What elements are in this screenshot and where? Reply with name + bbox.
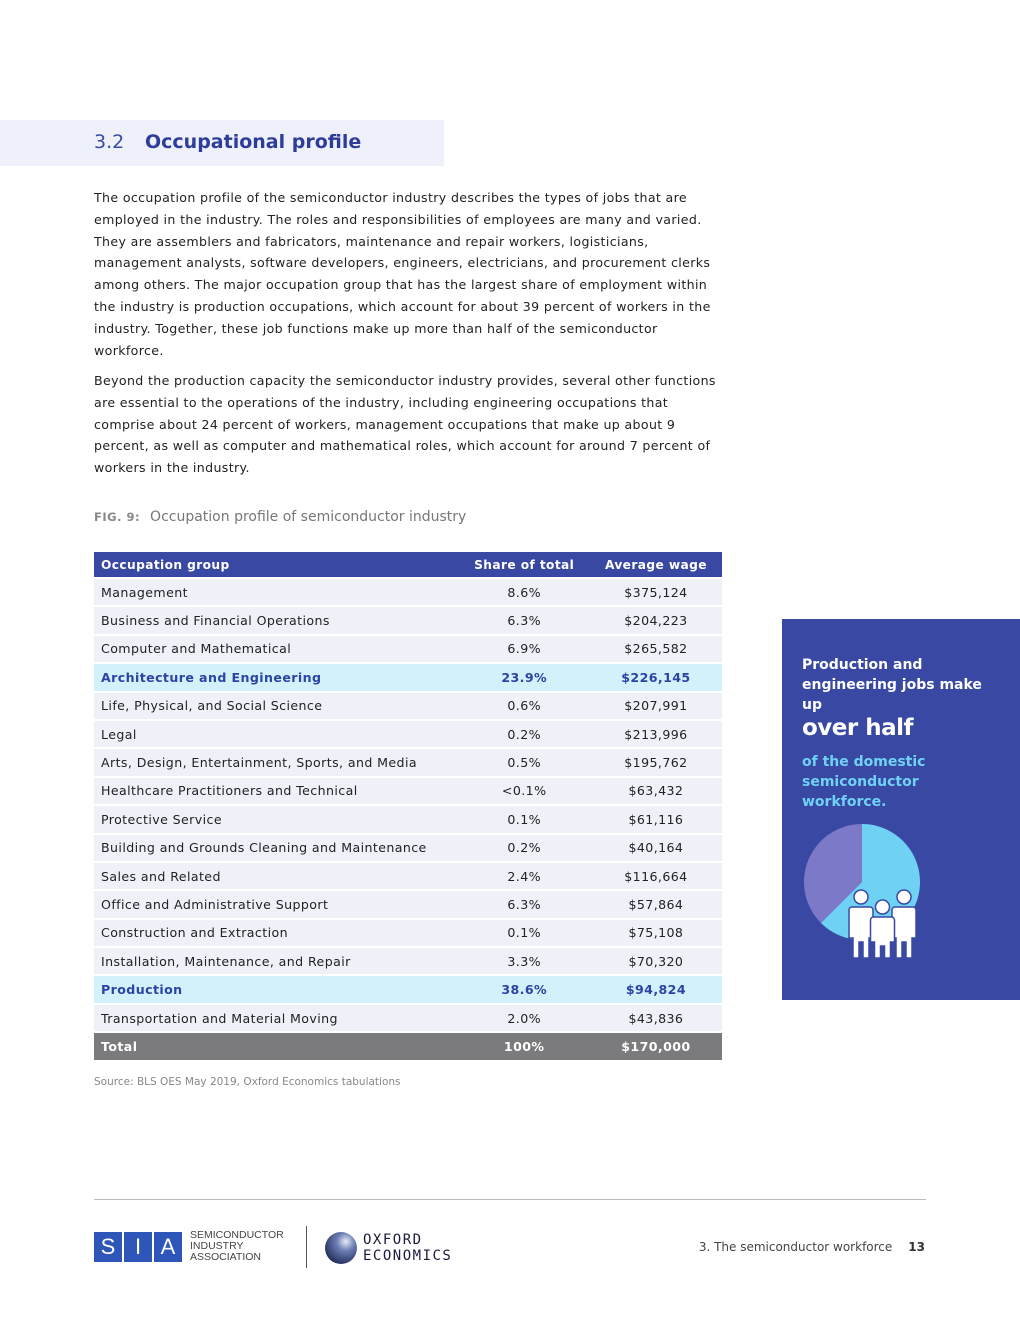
share-cell: 0.2%	[459, 835, 590, 861]
occupation-cell: Management	[94, 579, 459, 605]
table-row-highlighted	[94, 664, 722, 690]
occupation-cell: Production	[94, 976, 459, 1002]
share-cell: 0.5%	[459, 749, 590, 775]
occupation-cell: Installation, Maintenance, and Repair	[94, 948, 459, 974]
table-row	[94, 863, 722, 889]
header-occupation-group: Occupation group	[94, 552, 459, 577]
table-row	[94, 636, 722, 662]
body-paragraph-1: The occupation profile of the semiconductor industry describes the types of jobs that are employed in the industry. The roles and responsibilities of employees are many and varied. They are assemblers and fabricators, maintenance and repair workers, logisticians, management analysts, software developers, engineers, electricians, and procurement clerks among others. The major occupation group that has the largest share of employment within the industry is production occupations, which account for about 39 percent of workers in the industry. Together, these job functions make up more than half of the semiconductor workforce.	[94, 190, 711, 358]
wage-cell: $70,320	[590, 948, 722, 974]
figure-label: FIG. 9:	[94, 510, 141, 524]
occupation-cell: Arts, Design, Entertainment, Sports, and Media	[94, 749, 459, 775]
wage-cell: $75,108	[590, 920, 722, 946]
table-row	[94, 693, 722, 719]
wage-cell: $213,996	[590, 721, 722, 747]
share-cell: 3.3%	[459, 948, 590, 974]
occupation-table	[94, 550, 722, 1062]
workforce-pie-graphic	[800, 819, 940, 969]
callout-box	[782, 619, 1020, 1000]
share-cell: 0.6%	[459, 693, 590, 719]
wage-cell: $61,116	[590, 806, 722, 832]
share-cell: 2.0%	[459, 1005, 590, 1031]
callout-bottom-text: of the domestic semiconductor workforce.	[802, 754, 926, 810]
share-cell: 0.1%	[459, 920, 590, 946]
table-row	[94, 1005, 722, 1031]
share-cell: 38.6%	[459, 976, 590, 1002]
share-cell: 6.3%	[459, 891, 590, 917]
wage-cell: $265,582	[590, 636, 722, 662]
table-row	[94, 778, 722, 804]
table-row	[94, 749, 722, 775]
wage-cell: $63,432	[590, 778, 722, 804]
figure-title: Occupation profile of semiconductor industry	[150, 509, 467, 525]
occupation-cell: Construction and Extraction	[94, 920, 459, 946]
header-average-wage: Average wage	[590, 552, 722, 577]
sia-letter-a: A	[154, 1232, 182, 1262]
sia-name: SEMICONDUCTOR INDUSTRY ASSOCIATION	[190, 1229, 284, 1263]
chapter-label: 3. The semiconductor workforce	[698, 1240, 893, 1254]
wage-cell: $195,762	[590, 749, 722, 775]
oxford-wordmark-line-1: OXFORD	[363, 1232, 423, 1248]
wage-cell: $116,664	[590, 863, 722, 889]
oxford-wordmark-line-2: ECONOMICS	[363, 1248, 453, 1264]
total-wage-cell: $170,000	[590, 1033, 722, 1059]
total-label-cell: Total	[94, 1033, 459, 1059]
occupation-cell: Legal	[94, 721, 459, 747]
oxford-economics-wordmark	[363, 1232, 473, 1264]
figure-caption	[94, 509, 466, 525]
table-row	[94, 806, 722, 832]
table-row	[94, 835, 722, 861]
wage-cell: $57,864	[590, 891, 722, 917]
share-cell: 0.1%	[459, 806, 590, 832]
table-row	[94, 948, 722, 974]
occupation-cell: Business and Financial Operations	[94, 607, 459, 633]
sia-logo	[94, 1232, 184, 1262]
occupation-cell: Sales and Related	[94, 863, 459, 889]
wage-cell: $43,836	[590, 1005, 722, 1031]
occupation-cell: Architecture and Engineering	[94, 664, 459, 690]
share-cell: 8.6%	[459, 579, 590, 605]
table-row	[94, 607, 722, 633]
table-row-highlighted	[94, 976, 722, 1002]
table-source-note: Source: BLS OES May 2019, Oxford Economics tabulations	[94, 1076, 401, 1088]
section-number: 3.2	[94, 131, 125, 153]
table-row	[94, 721, 722, 747]
wage-cell: $207,991	[590, 693, 722, 719]
oxford-globe-icon	[324, 1231, 358, 1265]
occupation-cell: Healthcare Practitioners and Technical	[94, 778, 459, 804]
sia-letter-i: I	[124, 1232, 152, 1262]
share-cell: 6.3%	[459, 607, 590, 633]
total-share-cell: 100%	[459, 1033, 590, 1059]
page-number: 13	[908, 1240, 925, 1254]
wage-cell: $226,145	[590, 664, 722, 690]
people-icon	[849, 890, 916, 958]
occupation-cell: Transportation and Material Moving	[94, 1005, 459, 1031]
wage-cell: $204,223	[590, 607, 722, 633]
share-cell: <0.1%	[459, 778, 590, 804]
table-row	[94, 579, 722, 605]
callout-top-text: Production and engineering jobs make up	[802, 657, 982, 713]
section-title: Occupational profile	[145, 131, 362, 153]
wage-cell: $375,124	[590, 579, 722, 605]
callout-highlight-text: over half	[802, 715, 914, 741]
occupation-cell: Protective Service	[94, 806, 459, 832]
sia-letter-s: S	[94, 1232, 122, 1262]
footer-divider	[94, 1199, 926, 1200]
share-cell: 23.9%	[459, 664, 590, 690]
table-row	[94, 920, 722, 946]
header-share-of-total: Share of total	[459, 552, 590, 577]
body-paragraph-2: Beyond the production capacity the semiconductor industry provides, several other functions are essential to the operations of the industry, including engineering occupations that comprise about 24 percent of workers, management occupations that make up about 9 percent, as well as computer and mathematical roles, which account for around 7 percent of workers in the industry.	[94, 373, 716, 476]
occupation-cell: Computer and Mathematical	[94, 636, 459, 662]
share-cell: 6.9%	[459, 636, 590, 662]
occupation-cell: Office and Administrative Support	[94, 891, 459, 917]
share-cell: 2.4%	[459, 863, 590, 889]
table-total-row	[94, 1033, 722, 1059]
logo-divider	[306, 1226, 307, 1268]
wage-cell: $40,164	[590, 835, 722, 861]
wage-cell: $94,824	[590, 976, 722, 1002]
occupation-cell: Life, Physical, and Social Science	[94, 693, 459, 719]
share-cell: 0.2%	[459, 721, 590, 747]
table-row	[94, 891, 722, 917]
occupation-cell: Building and Grounds Cleaning and Maintenance	[94, 835, 459, 861]
table-header-row	[94, 552, 722, 577]
page-footer	[699, 1240, 925, 1254]
